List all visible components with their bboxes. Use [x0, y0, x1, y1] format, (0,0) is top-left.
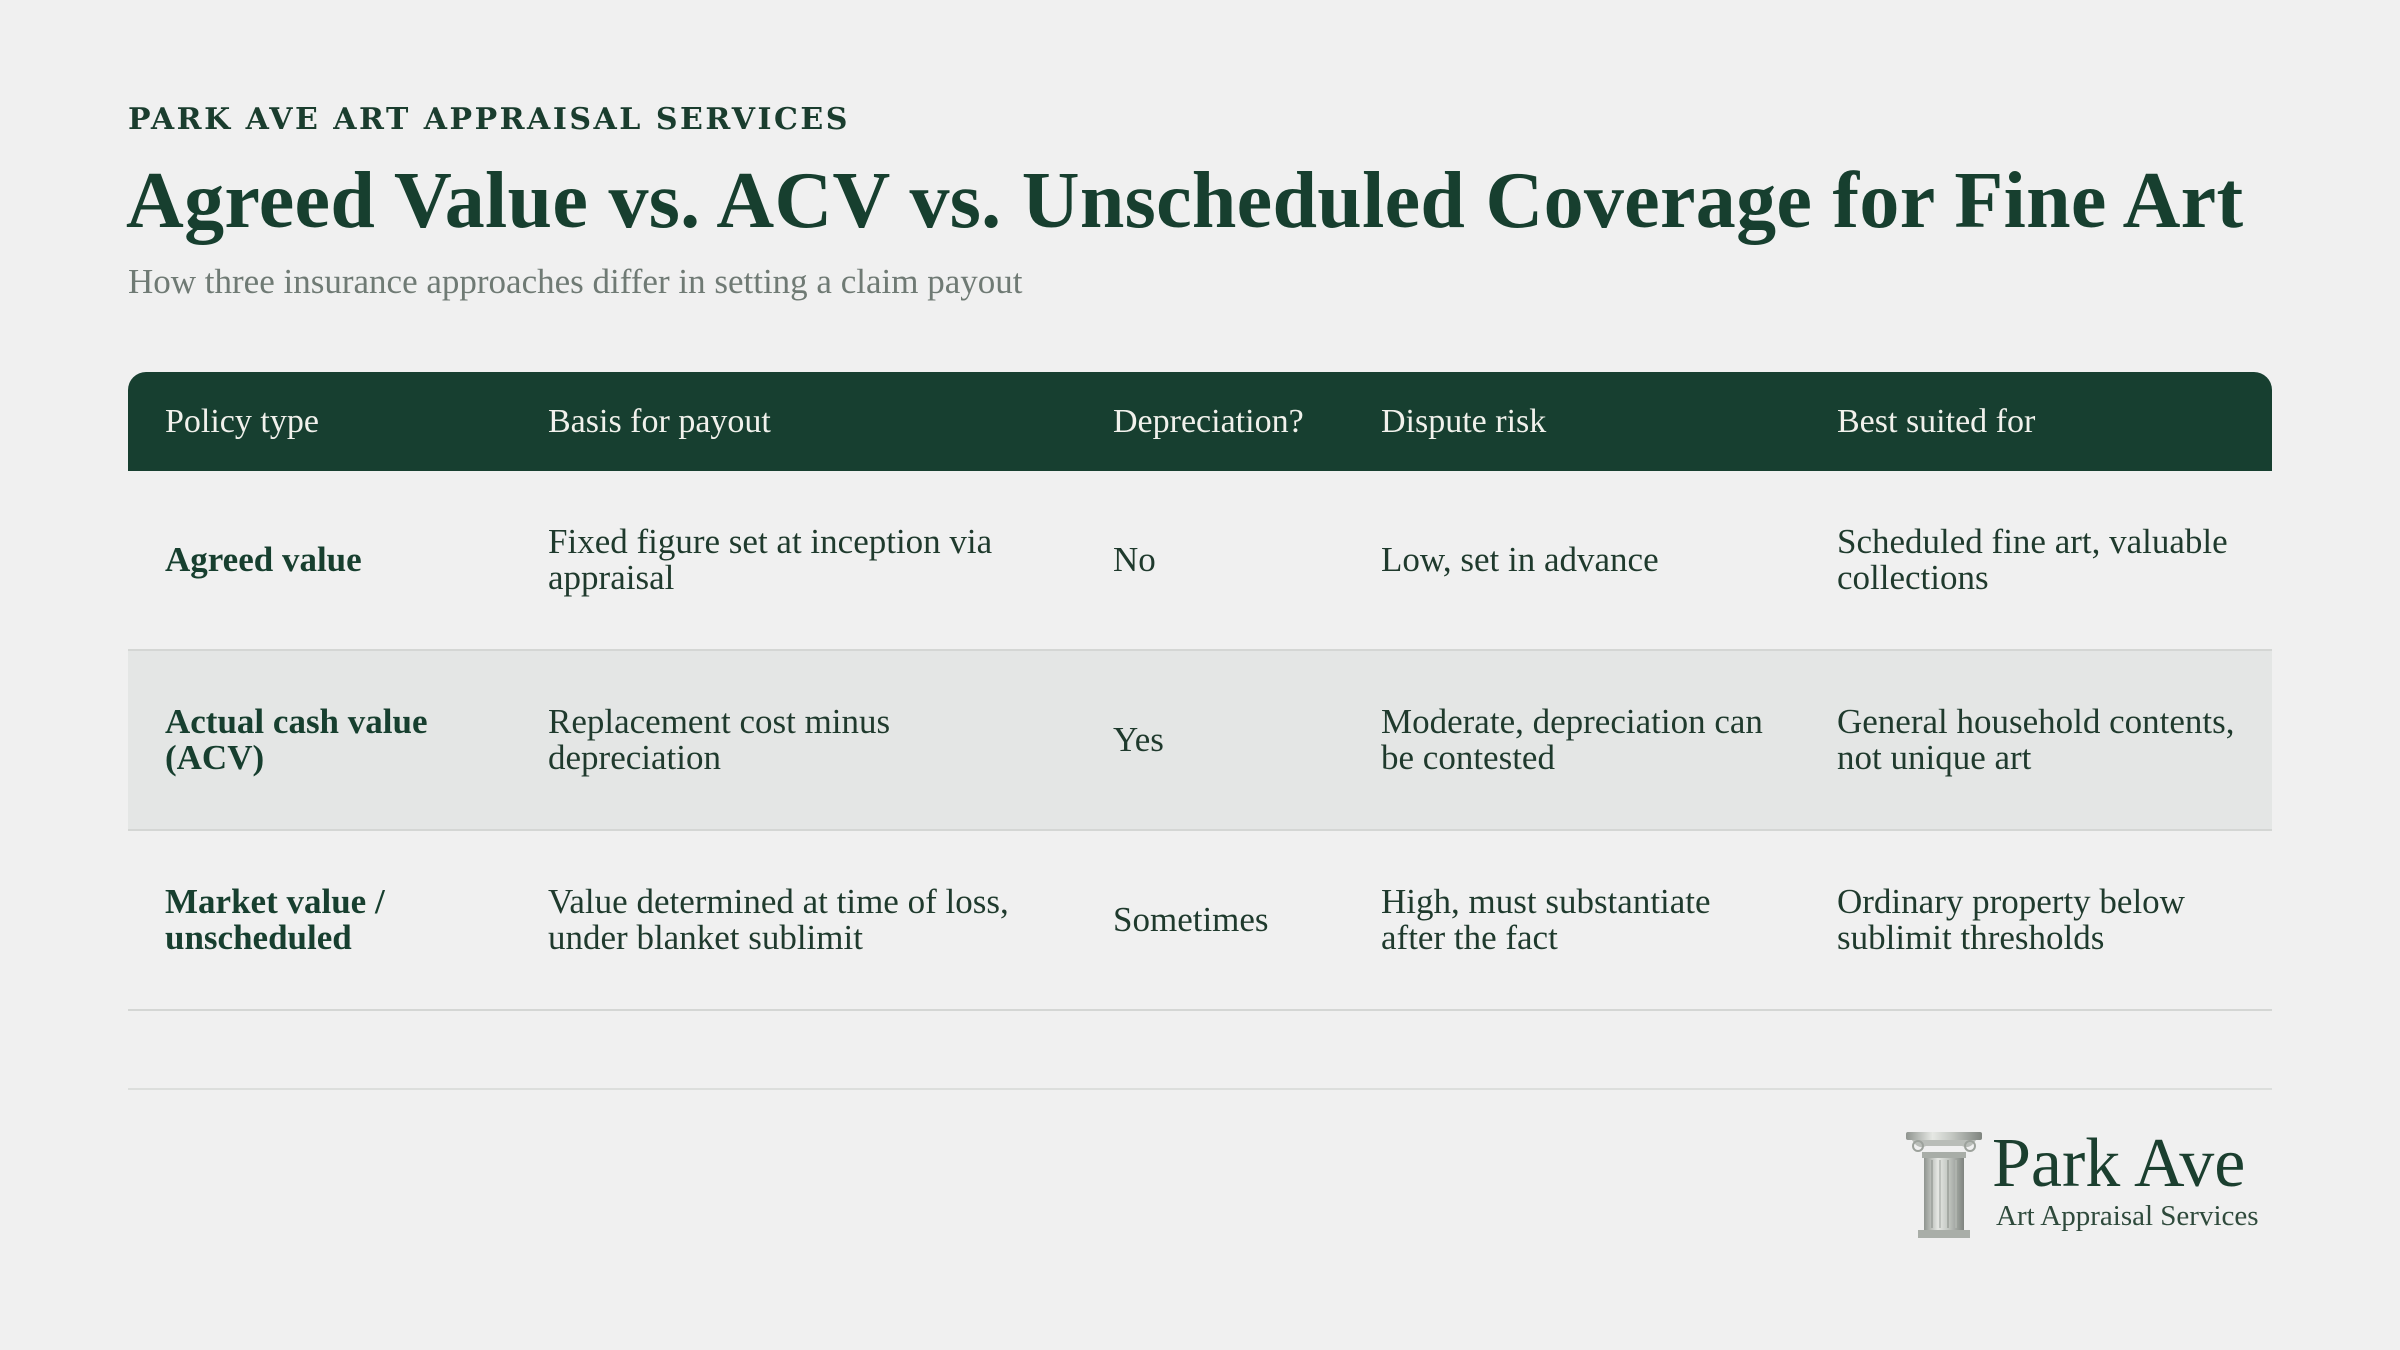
- page-subtitle: How three insurance approaches differ in setting a claim payout: [128, 262, 1023, 301]
- cell-best-suited: General household contents, not unique art: [1837, 702, 2235, 777]
- column-header-policy-type: Policy type: [165, 402, 319, 440]
- cell-dispute-risk: Moderate, depreciation can be contested: [1381, 702, 1763, 777]
- cell-best-suited: Ordinary property below sublimit thresholds: [1837, 882, 2185, 957]
- logo-name: Park Ave: [1992, 1125, 2246, 1202]
- page-title: Agreed Value vs. ACV vs. Unscheduled Coverage for Fine Art: [126, 157, 2244, 245]
- cell-best-suited: Scheduled fine art, valuable collections: [1837, 522, 2228, 597]
- brand-eyebrow: PARK AVE ART APPRAISAL SERVICES: [128, 102, 850, 137]
- column-header-depreciation: Depreciation?: [1113, 402, 1304, 440]
- column-header-dispute-risk: Dispute risk: [1381, 402, 1547, 440]
- column-icon: [1904, 1132, 1984, 1238]
- cell-policy-type: Actual cash value (ACV): [165, 702, 428, 777]
- cell-depreciation: Sometimes: [1113, 900, 1269, 939]
- table-row: [128, 831, 2272, 1011]
- logo-tagline: Art Appraisal Services: [1996, 1200, 2259, 1232]
- cell-basis: Fixed figure set at inception via appraisal: [548, 522, 993, 597]
- table-row: [128, 471, 2272, 651]
- table-header: [128, 372, 2272, 471]
- cell-depreciation: Yes: [1113, 720, 1164, 759]
- cell-policy-type: Agreed value: [165, 540, 362, 579]
- footer-divider: [128, 1088, 2272, 1090]
- cell-dispute-risk: Low, set in advance: [1381, 540, 1659, 579]
- table-row: [128, 651, 2272, 831]
- column-header-best-suited: Best suited for: [1837, 402, 2036, 440]
- park-ave-logo: [1900, 1125, 2272, 1238]
- cell-basis: Replacement cost minus depreciation: [548, 702, 891, 777]
- cell-policy-type: Market value / unscheduled: [165, 882, 385, 957]
- cell-depreciation: No: [1113, 540, 1156, 579]
- cell-basis: Value determined at time of loss, under blanket sublimit: [548, 882, 1009, 957]
- cell-dispute-risk: High, must substantiate after the fact: [1381, 882, 1711, 957]
- column-header-basis: Basis for payout: [548, 402, 771, 440]
- comparison-table: [128, 372, 2272, 1011]
